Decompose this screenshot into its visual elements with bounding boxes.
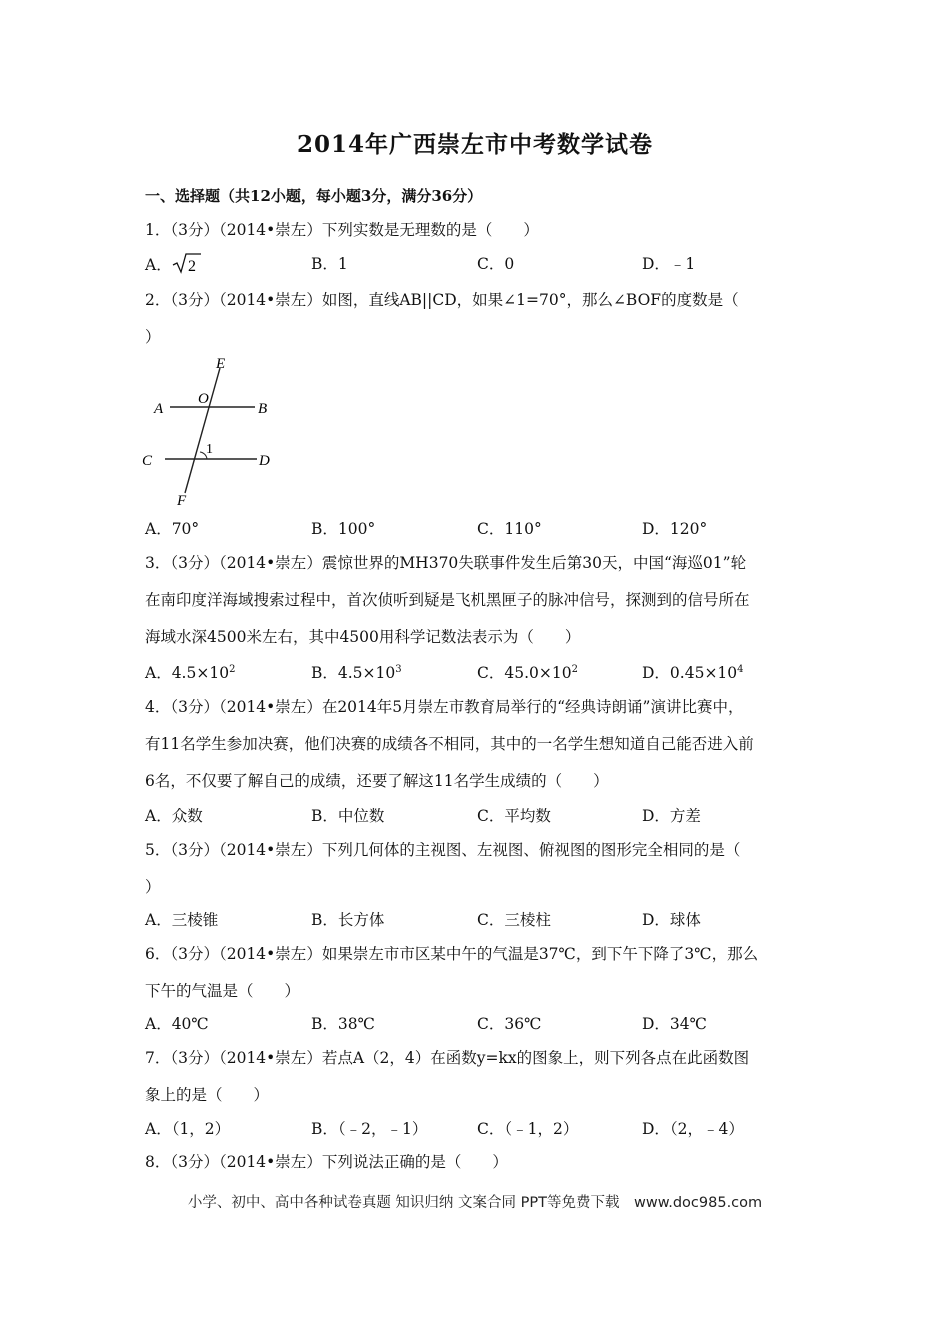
option-b: B．1 — [311, 255, 348, 273]
question-4-stem-line3: 6名，不仅要了解自己的成绩，还要了解这11名学生成绩的（ ） — [145, 772, 609, 790]
question-5-options — [145, 908, 845, 932]
label-o: O — [198, 391, 209, 407]
question-3-stem-line2: 在南印度洋海域搜索过程中，首次侦听到疑是飞机黑匣子的脉冲信号，探测到的信号所在 — [145, 591, 750, 609]
label-a: A — [154, 401, 164, 417]
option-b: B．中位数 — [311, 807, 385, 825]
question-3-stem-line3: 海域水深4500米左右，其中4500用科学记数法表示为（ ） — [145, 628, 581, 646]
option-b: B．38℃ — [311, 1015, 375, 1033]
option-c: C．平均数 — [477, 807, 551, 825]
question-4-options — [145, 804, 845, 828]
page-footer: 小学、初中、高中各种试卷真题 知识归纳 文案合同 PPT等免费下载 www.doc985.com — [187, 1195, 763, 1211]
option-a: A．众数 — [145, 807, 203, 825]
option-c — [477, 661, 578, 683]
option-b: B．长方体 — [311, 911, 385, 929]
question-2-stem-line1: 2．（3分）（2014•崇左）如图，直线AB||CD，如果∠1=70°，那么∠BOF的度数是（ — [145, 291, 739, 309]
option-b-exponent: 3 — [395, 663, 402, 675]
option-c: C．0 — [477, 255, 515, 273]
question-1-stem: 1．（3分）（2014•崇左）下列实数是无理数的是（ ） — [145, 221, 539, 239]
question-3-options — [145, 661, 845, 685]
option-a: A．40℃ — [145, 1015, 209, 1033]
option-d: D．﹣1 — [642, 255, 696, 273]
question-1-options — [145, 252, 845, 276]
question-4-stem-line1: 4．（3分）（2014•崇左）在2014年5月崇左市教育局举行的“经典诗朗诵”演讲比赛中， — [145, 698, 744, 716]
question-6-stem-line2: 下午的气温是（ ） — [145, 982, 301, 1000]
option-c-exponent: 2 — [571, 663, 578, 675]
question-2-stem-line2: ） — [145, 328, 161, 346]
option-a: A．（1，2） — [145, 1120, 231, 1138]
option-d-exponent: 4 — [737, 663, 744, 675]
option-d: D．球体 — [642, 911, 701, 929]
question-6-stem-line1: 6．（3分）（2014•崇左）如果崇左市市区某中午的气温是37℃，到下午下降了3℃，那么 — [145, 945, 759, 963]
option-d: D．120° — [642, 520, 708, 538]
question-7-stem-line1: 7．（3分）（2014•崇左）若点A（2，4）在函数y=kx的图象上，则下列各点在此函数图 — [145, 1049, 750, 1067]
question-7-stem-line2: 象上的是（ ） — [145, 1086, 270, 1104]
label-f: F — [177, 493, 187, 509]
option-a — [145, 252, 202, 278]
option-b — [311, 661, 402, 683]
option-c: C．（﹣1，2） — [477, 1120, 579, 1138]
parallel-lines-figure — [140, 350, 280, 510]
question-4-stem-line2: 有11名学生参加决赛，他们决赛的成绩各不相同，其中的一名学生想知道自己能否进入前 — [145, 735, 754, 753]
option-a: A．三棱锥 — [145, 911, 219, 929]
question-6-options — [145, 1012, 845, 1036]
option-a-base: A．4.5×10 — [145, 664, 230, 682]
page-title: 2014年广西崇左市中考数学试卷 — [296, 131, 653, 158]
option-c: C．36℃ — [477, 1015, 542, 1033]
option-c: C．110° — [477, 520, 542, 538]
question-5-stem-line2: ） — [145, 878, 161, 896]
section-heading: 一、选择题（共12小题，每小题3分，满分36分） — [145, 187, 483, 205]
option-b: B．（﹣2，﹣1） — [311, 1120, 428, 1138]
option-a-exponent: 2 — [229, 663, 236, 675]
option-a — [145, 661, 235, 683]
option-c-base: C．45.0×10 — [477, 664, 572, 682]
option-d: D．方差 — [642, 807, 701, 825]
option-d — [642, 661, 744, 683]
option-d: D．34℃ — [642, 1015, 707, 1033]
question-2-options — [145, 517, 845, 541]
label-e: E — [216, 356, 226, 372]
option-d: D．（2，﹣4） — [642, 1120, 744, 1138]
sqrt-radicand: 2 — [187, 258, 196, 274]
option-d-base: D．0.45×10 — [642, 664, 738, 682]
option-a: A．70° — [145, 520, 200, 538]
question-7-options — [145, 1117, 845, 1141]
option-a-label: A． — [145, 256, 172, 274]
option-c: C．三棱柱 — [477, 911, 551, 929]
sqrt-symbol — [172, 252, 202, 278]
option-b: B．100° — [311, 520, 376, 538]
question-3-stem-line1: 3．（3分）（2014•崇左）震惊世界的MH370失联事件发生后第30天，中国“海巡01”轮 — [145, 554, 747, 572]
label-b: B — [258, 401, 268, 417]
label-c: C — [142, 453, 153, 469]
label-d: D — [259, 453, 270, 469]
option-b-base: B．4.5×10 — [311, 664, 396, 682]
label-angle-1: 1 — [206, 442, 213, 457]
question-8-stem: 8．（3分）（2014•崇左）下列说法正确的是（ ） — [145, 1153, 508, 1171]
question-5-stem-line1: 5．（3分）（2014•崇左）下列几何体的主视图、左视图、俯视图的图形完全相同的是（ — [145, 841, 741, 859]
